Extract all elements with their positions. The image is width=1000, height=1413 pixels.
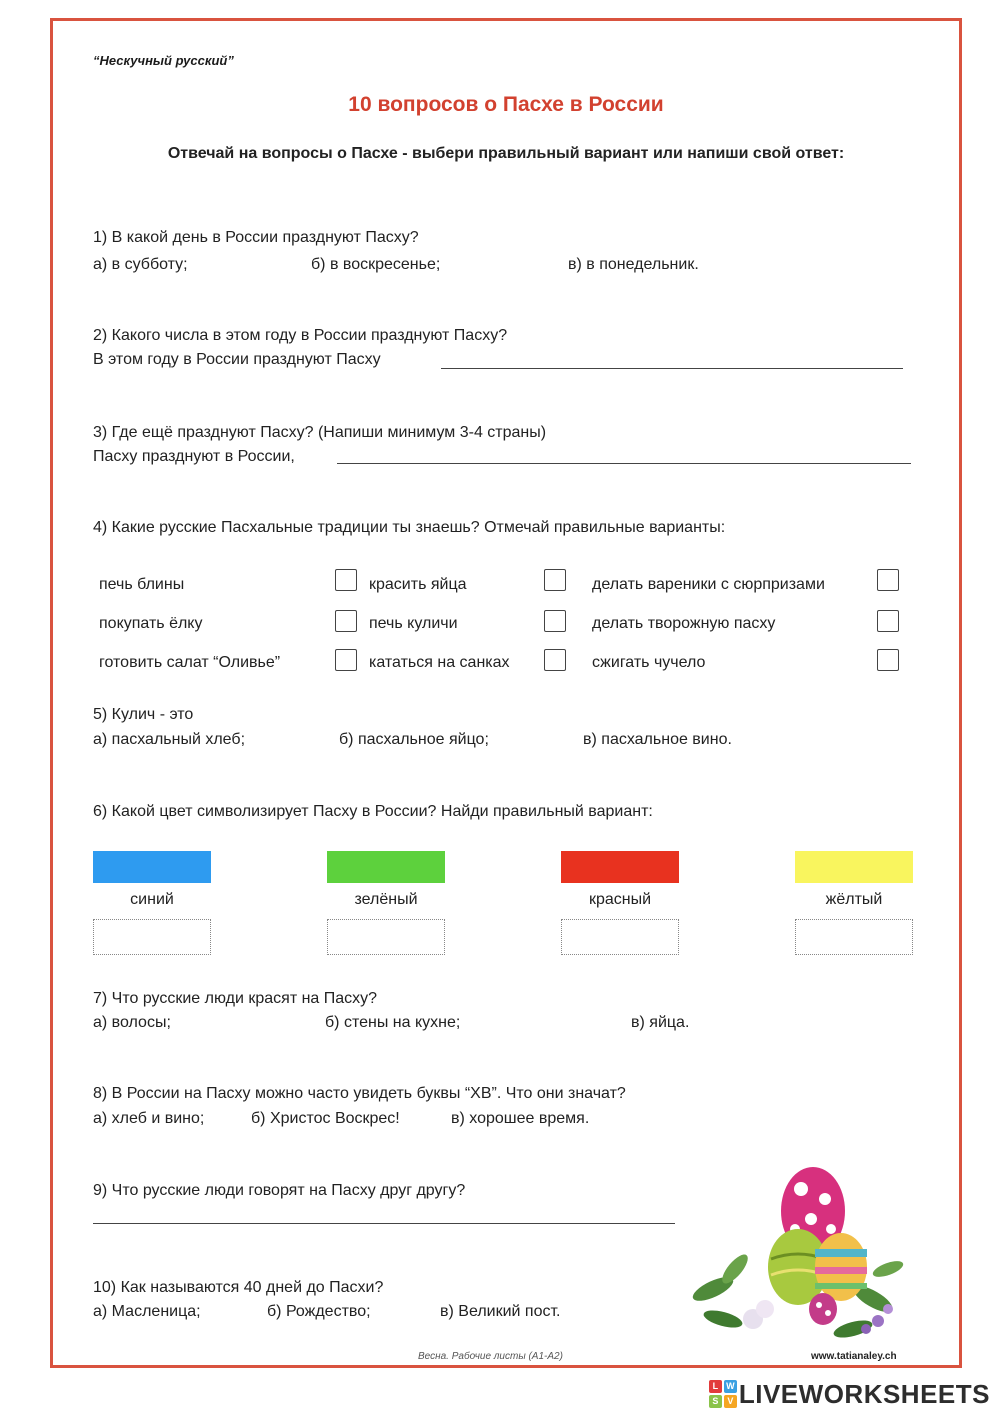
q1-option-a[interactable]: а) в субботу; bbox=[93, 256, 188, 273]
q4-item-label: печь куличи bbox=[369, 615, 458, 632]
liveworksheets-wordmark: LIVEWORKSHEETS bbox=[738, 1378, 990, 1409]
q7-option-c[interactable]: в) яйца. bbox=[631, 1014, 690, 1031]
q4-checkbox-9[interactable] bbox=[877, 649, 899, 671]
color-label-green: зелёный bbox=[354, 891, 418, 908]
q4-item-label: красить яйца bbox=[369, 576, 467, 593]
question-1: 1) В какой день в России празднуют Пасху? bbox=[93, 229, 419, 246]
color-swatch-blue bbox=[93, 851, 211, 883]
q1-option-c[interactable]: в) в понедельник. bbox=[568, 256, 699, 273]
q4-checkbox-7[interactable] bbox=[335, 649, 357, 671]
q8-option-b[interactable]: б) Христос Воскрес! bbox=[251, 1110, 400, 1127]
q10-option-c[interactable]: в) Великий пост. bbox=[440, 1303, 561, 1320]
question-5: 5) Кулич - это bbox=[93, 706, 194, 723]
q4-checkbox-6[interactable] bbox=[877, 610, 899, 632]
q4-checkbox-2[interactable] bbox=[544, 569, 566, 591]
color-swatch-red bbox=[561, 851, 679, 883]
q4-item-label: сжигать чучело bbox=[592, 654, 706, 671]
q9-answer-line[interactable] bbox=[93, 1223, 675, 1224]
q4-checkbox-4[interactable] bbox=[335, 610, 357, 632]
instruction-text: Отвечай на вопросы о Пасхе - выбери правильный вариант или напиши свой ответ: bbox=[167, 145, 845, 162]
color-answer-box-blue[interactable] bbox=[93, 919, 211, 955]
q2-answer-line[interactable] bbox=[441, 368, 903, 369]
brand-label: “Нескучный русский” bbox=[93, 53, 234, 68]
color-label-red: красный bbox=[588, 891, 652, 908]
logo-letter: W bbox=[724, 1380, 737, 1393]
question-8: 8) В России на Пасху можно часто увидеть буквы “ХВ”. Что они значат? bbox=[93, 1085, 626, 1102]
q4-item-label: покупать ёлку bbox=[99, 615, 203, 632]
question-4: 4) Какие русские Пасхальные традиции ты знаешь? Отмечай правильные варианты: bbox=[93, 519, 726, 536]
q4-item-label: делать вареники с сюрпризами bbox=[592, 576, 825, 593]
q3-answer-line[interactable] bbox=[337, 463, 911, 464]
q8-option-a[interactable]: а) хлеб и вино; bbox=[93, 1110, 205, 1127]
question-10: 10) Как называются 40 дней до Пасхи? bbox=[93, 1279, 384, 1296]
footer-text: Весна. Рабочие листы (А1-А2) bbox=[418, 1351, 563, 1362]
q1-option-b[interactable]: б) в воскресенье; bbox=[311, 256, 441, 273]
q4-item-label: кататься на санках bbox=[369, 654, 510, 671]
footer-site-link[interactable]: www.tatianaley.ch bbox=[811, 1351, 897, 1362]
color-swatch-yellow bbox=[795, 851, 913, 883]
q4-item-label: делать творожную пасху bbox=[592, 615, 776, 632]
question-2: 2) Какого числа в этом году в России празднуют Пасху? bbox=[93, 327, 508, 344]
q4-checkbox-8[interactable] bbox=[544, 649, 566, 671]
question-9: 9) Что русские люди говорят на Пасху друг другу? bbox=[93, 1182, 466, 1199]
color-label-yellow: жёлтый bbox=[825, 891, 883, 908]
question-3: 3) Где ещё празднуют Пасху? (Напиши минимум 3-4 страны) bbox=[93, 424, 547, 441]
q7-option-a[interactable]: а) волосы; bbox=[93, 1014, 171, 1031]
color-answer-box-red[interactable] bbox=[561, 919, 679, 955]
q4-checkbox-1[interactable] bbox=[335, 569, 357, 591]
color-answer-box-yellow[interactable] bbox=[795, 919, 913, 955]
q5-option-a[interactable]: а) пасхальный хлеб; bbox=[93, 731, 246, 748]
q5-option-c[interactable]: в) пасхальное вино. bbox=[583, 731, 732, 748]
logo-letter: L bbox=[709, 1380, 722, 1393]
logo-letter: S bbox=[709, 1395, 722, 1408]
color-answer-box-green[interactable] bbox=[327, 919, 445, 955]
q10-option-a[interactable]: а) Масленица; bbox=[93, 1303, 201, 1320]
q10-option-b[interactable]: б) Рождество; bbox=[267, 1303, 371, 1320]
logo-letter: V bbox=[724, 1395, 737, 1408]
worksheet-page bbox=[50, 18, 962, 1368]
question-7: 7) Что русские люди красят на Пасху? bbox=[93, 990, 378, 1007]
striped-egg bbox=[815, 1233, 867, 1301]
q4-item-label: готовить салат “Оливье” bbox=[99, 654, 281, 671]
q4-checkbox-5[interactable] bbox=[544, 610, 566, 632]
q2-prompt: В этом году в России празднуют Пасху bbox=[93, 351, 381, 368]
q7-option-b[interactable]: б) стены на кухне; bbox=[325, 1014, 461, 1031]
question-6: 6) Какой цвет символизирует Пасху в России? Найди правильный вариант: bbox=[93, 803, 653, 820]
small-egg bbox=[809, 1293, 837, 1325]
easter-eggs-illustration bbox=[683, 1149, 913, 1349]
liveworksheets-logo-icon bbox=[709, 1380, 737, 1408]
liveworksheets-watermark bbox=[709, 1378, 990, 1410]
color-swatch-green bbox=[327, 851, 445, 883]
page-title: 10 вопросов о Пасхе в России bbox=[348, 93, 664, 116]
q4-checkbox-3[interactable] bbox=[877, 569, 899, 591]
color-label-blue: синий bbox=[130, 891, 174, 908]
q3-prompt: Пасху празднуют в России, bbox=[93, 448, 295, 465]
q4-item-label: печь блины bbox=[99, 576, 185, 593]
q5-option-b[interactable]: б) пасхальное яйцо; bbox=[339, 731, 489, 748]
q8-option-c[interactable]: в) хорошее время. bbox=[451, 1110, 590, 1127]
